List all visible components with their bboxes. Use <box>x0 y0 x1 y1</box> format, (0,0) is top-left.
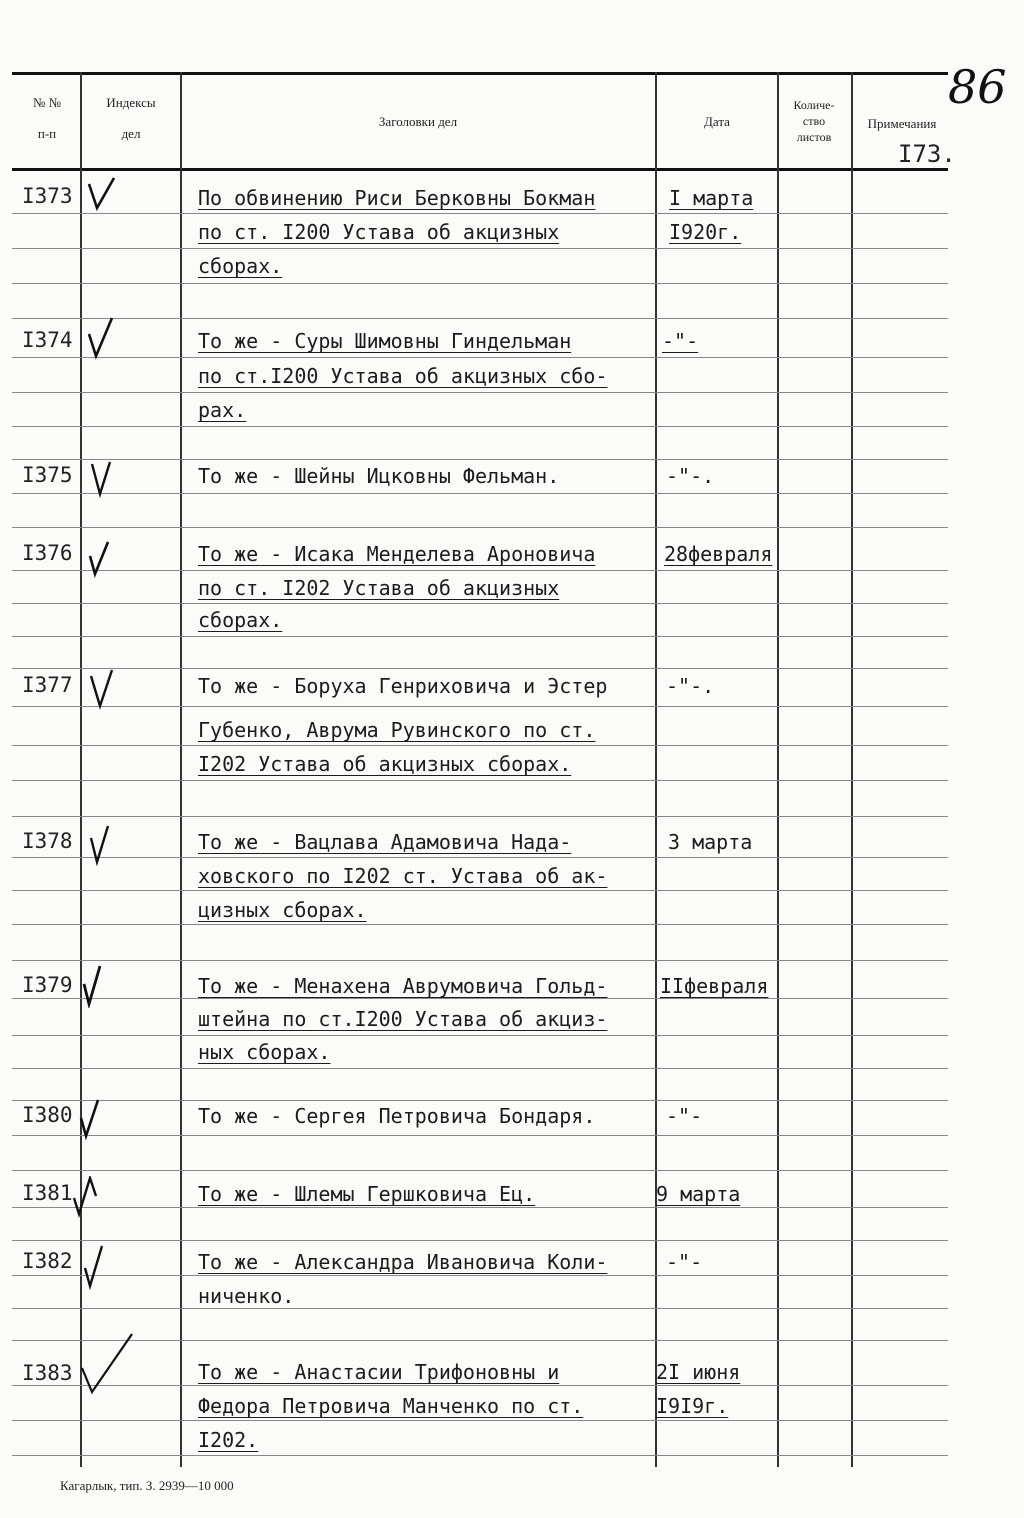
row-rule <box>12 924 948 925</box>
entry-title-line: То же - Менахена Аврумовича Гольд- <box>198 974 608 998</box>
row-rule <box>12 1308 948 1309</box>
entry-date: -"-. <box>666 674 715 698</box>
entry-date: -"- <box>666 1104 703 1128</box>
entry-title-line: По обвинению Риси Берковны Бокман <box>198 186 596 210</box>
row-rule <box>12 857 948 858</box>
entry-number: I376 <box>22 541 73 565</box>
entry-title-line: То же - Шлемы Гершковича Ец. <box>198 1182 536 1206</box>
row-rule <box>12 1240 948 1241</box>
checkmark-icon <box>80 964 108 1008</box>
entry-title-line: по ст. I200 Устава об акцизных <box>198 220 560 244</box>
entry-number: I377 <box>22 673 73 697</box>
entry-title-line: рах. <box>198 398 247 422</box>
checkmark-icon <box>86 316 118 360</box>
checkmark-icon <box>86 538 116 578</box>
entry-date: -"- <box>662 329 699 353</box>
entry-title-line: То же - Исака Менделева Ароновича <box>198 542 596 566</box>
header-notes: Примечания <box>867 116 937 131</box>
entry-date: 3 марта <box>668 830 753 854</box>
entry-number: I375 <box>22 463 73 487</box>
row-rule <box>12 636 948 637</box>
row-rule <box>12 780 948 781</box>
row-rule <box>12 459 948 460</box>
row-rule <box>12 998 948 999</box>
row-rule <box>12 1170 948 1171</box>
entry-date: 28февраля <box>664 542 773 566</box>
entry-date: -"- <box>666 1250 703 1274</box>
row-rule <box>12 1100 948 1101</box>
entry-number: I379 <box>22 973 73 997</box>
row-rule <box>12 570 948 571</box>
entry-title-line: ниченко. <box>198 1284 295 1308</box>
row-rule <box>12 248 948 249</box>
row-rule <box>12 426 948 427</box>
entry-date: -"-. <box>666 464 715 488</box>
header-date: Дата <box>704 114 730 129</box>
row-rule <box>12 816 948 817</box>
entry-title-line: То же - Суры Шимовны Гиндельман <box>198 329 572 353</box>
row-rule <box>12 960 948 961</box>
header-number-top: № № <box>32 95 62 110</box>
header-sheets-2: ство <box>802 114 826 128</box>
row-rule <box>12 527 948 528</box>
row-rule <box>12 213 948 214</box>
entry-title-line: цизных сборах. <box>198 898 367 922</box>
entry-title-line: I202. <box>198 1428 259 1452</box>
row-rule <box>12 283 948 284</box>
column-divider <box>851 72 853 1467</box>
row-rule <box>12 1385 948 1386</box>
entry-title-line: То же - Анастасии Трифоновны и <box>198 1360 560 1384</box>
checkmark-icon <box>76 1330 138 1396</box>
header-top-rule <box>12 72 948 75</box>
header-sheets-1: Количе- <box>793 98 835 112</box>
checkmark-icon <box>86 176 118 214</box>
checkmark-icon <box>88 458 116 498</box>
checkmark-icon <box>88 668 118 710</box>
sheet-number: I73. <box>898 140 956 168</box>
row-rule <box>12 1068 948 1069</box>
entry-number: I378 <box>22 829 73 853</box>
entry-title-line: по ст.I200 Устава об акцизных сбо- <box>198 364 608 388</box>
entry-title-line: ных сборах. <box>198 1040 331 1064</box>
entry-date: IIфевраля <box>660 974 769 998</box>
row-rule <box>12 318 948 319</box>
entry-title-line: I202 Устава об акцизных сборах. <box>198 752 572 776</box>
printer-imprint: Кагарлык, тип. З. 2939—10 000 <box>60 1478 234 1493</box>
entry-title-line: сборах. <box>198 608 283 632</box>
folio-number: 86 <box>948 60 1007 114</box>
entry-title-line: по ст. I202 Устава об акцизных <box>198 576 560 600</box>
header-index-bottom: дел <box>121 126 141 141</box>
entry-number: I374 <box>22 328 73 352</box>
row-rule <box>12 392 948 393</box>
header-bottom-rule <box>12 168 948 171</box>
entry-date: I марта <box>669 186 754 210</box>
row-rule <box>12 1207 948 1208</box>
entry-number: I381 <box>22 1181 73 1205</box>
entry-title-line: То же - Шейны Ицковны Фельман. <box>198 464 560 488</box>
entry-number: I380 <box>22 1103 73 1127</box>
row-rule <box>12 1275 948 1276</box>
entry-title-line: Федора Петровича Манченко по ст. <box>198 1394 584 1418</box>
entry-date: I920г. <box>669 220 742 244</box>
header-index-top: Индексы <box>106 95 156 110</box>
entry-title-line: ховского по I202 ст. Устава об ак- <box>198 864 608 888</box>
header-sheets-3: листов <box>796 130 832 144</box>
column-divider <box>777 72 779 1467</box>
column-divider <box>655 72 657 1467</box>
entry-title-line: То же - Сергея Петровича Бондаря. <box>198 1104 596 1128</box>
row-rule <box>12 1420 948 1421</box>
entry-number: I373 <box>22 184 73 208</box>
checkmark-icon <box>76 1098 106 1140</box>
row-rule <box>12 668 948 669</box>
entry-date: I9I9г. <box>656 1394 729 1418</box>
row-rule <box>12 890 948 891</box>
checkmark-icon <box>88 822 114 866</box>
entry-date: 2I июня <box>656 1360 741 1384</box>
row-rule <box>12 706 948 707</box>
row-rule <box>12 1340 948 1341</box>
entry-title-line: Губенко, Аврума Рувинского по ст. <box>198 718 596 742</box>
entry-number: I383 <box>22 1361 73 1385</box>
entry-title-line: сборах. <box>198 254 283 278</box>
header-number-bottom: п-п <box>37 126 57 141</box>
entry-title-line: То же - Вацлава Адамовича Нада- <box>198 830 572 854</box>
row-rule <box>12 1455 948 1456</box>
row-rule <box>12 1135 948 1136</box>
entry-title-line: штейна по ст.I200 Устава об акциз- <box>198 1007 608 1031</box>
checkmark-icon <box>70 1176 100 1218</box>
entry-number: I382 <box>22 1249 73 1273</box>
row-rule <box>12 745 948 746</box>
column-divider <box>180 72 182 1467</box>
row-rule <box>12 493 948 494</box>
row-rule <box>12 1035 948 1036</box>
entry-title-line: То же - Александра Ивановича Коли- <box>198 1250 608 1274</box>
entry-title-line: То же - Боруха Генриховича и Эстер <box>198 674 608 698</box>
entry-date: 9 марта <box>656 1182 741 1206</box>
row-rule <box>12 603 948 604</box>
row-rule <box>12 357 948 358</box>
checkmark-icon <box>80 1244 110 1290</box>
header-title: Заголовки дел <box>378 114 458 129</box>
